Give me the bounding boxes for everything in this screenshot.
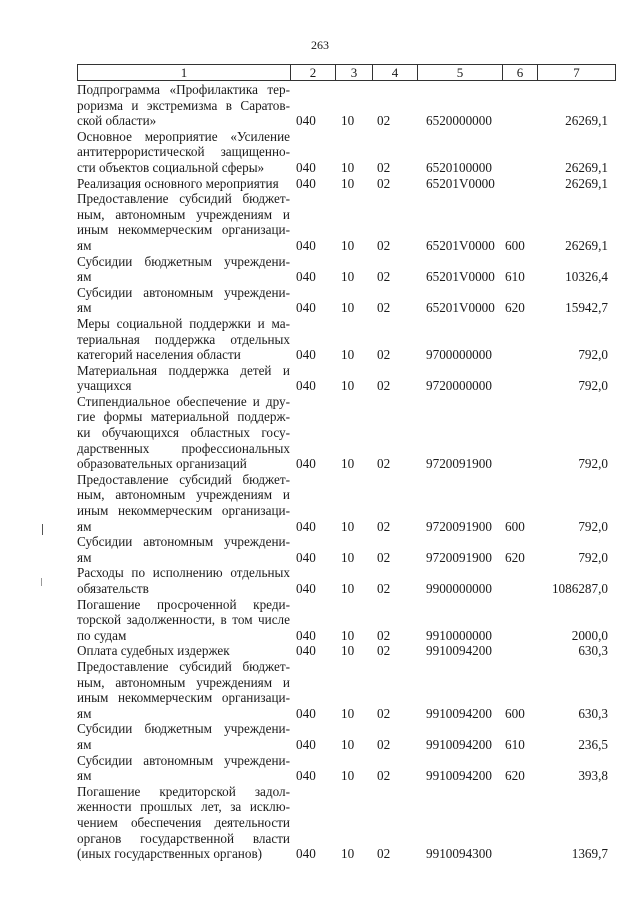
cell-c6: 600	[505, 705, 525, 721]
table-row	[77, 394, 614, 472]
cell-c2: 040	[296, 846, 316, 862]
description-line: Субсидии бюджетным учреждени-	[77, 721, 290, 737]
description-line: Меры социальной поддержки и ма-	[77, 315, 290, 331]
table-row	[77, 597, 614, 644]
cell-c4: 02	[377, 347, 391, 363]
cell-c2: 040	[296, 237, 316, 253]
cell-c3: 10	[341, 846, 355, 862]
row-description	[77, 176, 290, 192]
cell-c2: 040	[296, 113, 316, 129]
cell-c6: 620	[505, 768, 525, 784]
cell-c2: 040	[296, 581, 316, 596]
cell-c6: 600	[505, 518, 525, 534]
cell-c5: 9720091900	[426, 456, 492, 472]
cell-c3: 10	[341, 300, 355, 316]
table-row	[77, 659, 614, 721]
description-line: ям	[77, 768, 92, 784]
row-description	[77, 472, 290, 534]
row-description	[77, 659, 290, 721]
cell-c7: 26269,1	[565, 175, 608, 191]
description-line: антитеррористической защищенно-	[77, 144, 290, 160]
cell-c4: 02	[377, 581, 391, 596]
cell-c5: 6520000000	[426, 113, 492, 129]
row-description	[77, 394, 290, 472]
table-row	[77, 82, 614, 129]
cell-c3: 10	[341, 705, 355, 721]
cell-c3: 10	[341, 347, 355, 363]
description-line: образовательных организаций	[77, 456, 247, 472]
cell-c4: 02	[377, 300, 391, 316]
header-col-5: 5	[418, 65, 503, 80]
scan-mark	[42, 524, 43, 535]
page-number: 263	[311, 38, 329, 52]
description-line: Стипендиальное обеспечение и дру-	[77, 393, 290, 409]
description-line: женности прошлых лет, за исклю-	[77, 799, 290, 815]
description-line: Предоставление субсидий бюджет-	[77, 191, 290, 207]
cell-c4: 02	[377, 175, 391, 191]
cell-c3: 10	[341, 269, 355, 285]
cell-c4: 02	[377, 846, 391, 862]
row-description	[77, 597, 290, 644]
description-line: обязательств	[77, 581, 149, 596]
cell-c7: 393,8	[578, 768, 608, 784]
table-row	[77, 316, 614, 363]
row-description	[77, 784, 290, 862]
cell-c6: 620	[505, 300, 525, 316]
row-description	[77, 534, 290, 565]
cell-c4: 02	[377, 627, 391, 643]
description-line: ям	[77, 549, 92, 565]
row-description	[77, 254, 290, 285]
description-line: дарственных профессиональных	[77, 440, 290, 456]
cell-c3: 10	[341, 643, 355, 659]
description-line: Субсидии автономным учреждени-	[77, 284, 290, 300]
cell-c7: 15942,7	[565, 300, 608, 316]
description-line: торской задолженности, в том числе	[77, 612, 290, 628]
cell-c3: 10	[341, 159, 355, 175]
cell-c2: 040	[296, 456, 316, 472]
cell-c7: 2000,0	[571, 627, 608, 643]
table-row	[77, 472, 614, 534]
description-line: ям	[77, 269, 92, 285]
header-col-7: 7	[573, 65, 580, 80]
cell-c3: 10	[341, 456, 355, 472]
cell-c3: 10	[341, 627, 355, 643]
description-line: Погашение просроченной креди-	[77, 596, 290, 612]
cell-c2: 040	[296, 347, 316, 363]
table-row	[77, 784, 614, 862]
cell-c5: 65201V0000	[426, 269, 495, 285]
row-description	[77, 363, 290, 394]
description-line: иным некоммерческим организаци-	[77, 503, 290, 519]
cell-c7: 10326,4	[565, 269, 608, 285]
cell-c5: 9910094200	[426, 768, 492, 784]
cell-c5: 9720091900	[426, 518, 492, 534]
description-line: Оплата судебных издержек	[77, 643, 230, 659]
header-col-4: 4	[373, 65, 418, 80]
cell-c5: 9720000000	[426, 378, 492, 394]
description-line: Реализация основного мероприятия	[77, 175, 279, 191]
cell-c5: 9910094200	[426, 736, 492, 752]
cell-c2: 040	[296, 175, 316, 191]
table-row	[77, 191, 614, 253]
cell-c2: 040	[296, 705, 316, 721]
description-line: органов государственной власти	[77, 830, 290, 846]
header-col-2: 2	[291, 65, 336, 80]
description-line: Субсидии автономным учреждени-	[77, 534, 290, 550]
cell-c2: 040	[296, 736, 316, 752]
table-row	[77, 565, 614, 596]
cell-c3: 10	[341, 113, 355, 129]
row-description	[77, 753, 290, 784]
cell-c3: 10	[341, 237, 355, 253]
description-line: Материальная поддержка детей и	[77, 362, 290, 378]
cell-c3: 10	[341, 518, 355, 534]
cell-c3: 10	[341, 549, 355, 565]
table-row	[77, 129, 614, 176]
cell-c7: 26269,1	[565, 159, 608, 175]
cell-c7: 1086287,0	[551, 581, 608, 596]
cell-c5: 65201V0000	[426, 300, 495, 316]
cell-c4: 02	[377, 549, 391, 565]
cell-c4: 02	[377, 269, 391, 285]
cell-c5: 9910094300	[426, 846, 492, 862]
cell-c6: 600	[505, 237, 525, 253]
cell-c4: 02	[377, 378, 391, 394]
row-description	[77, 82, 290, 129]
cell-c7: 26269,1	[565, 113, 608, 129]
description-line: Субсидии бюджетным учреждени-	[77, 253, 290, 269]
cell-c5: 9910094200	[426, 705, 492, 721]
description-line: ным, автономным учреждениям и	[77, 674, 290, 690]
cell-c7: 792,0	[578, 549, 608, 565]
description-line: сти объектов социальной сферы»	[77, 159, 265, 175]
cell-c4: 02	[377, 159, 391, 175]
table-row	[77, 176, 614, 192]
cell-c2: 040	[296, 269, 316, 285]
cell-c5: 9910094200	[426, 643, 492, 659]
cell-c7: 630,3	[578, 705, 608, 721]
description-line: ям	[77, 237, 92, 253]
cell-c2: 040	[296, 378, 316, 394]
description-line: ным, автономным учреждениям и	[77, 206, 290, 222]
cell-c7: 792,0	[578, 518, 608, 534]
table-row	[77, 363, 614, 394]
row-description	[77, 565, 290, 596]
cell-c5: 9900000000	[426, 581, 492, 596]
cell-c2: 040	[296, 643, 316, 659]
cell-c4: 02	[377, 736, 391, 752]
row-description	[77, 721, 290, 752]
table-header	[77, 64, 616, 81]
row-description	[77, 316, 290, 363]
description-line: роризма и экстремизма в Саратов-	[77, 97, 290, 113]
cell-c2: 040	[296, 627, 316, 643]
cell-c5: 65201V0000	[426, 237, 495, 253]
table-row	[77, 643, 614, 659]
description-line: по судам	[77, 627, 127, 643]
description-line: учащихся	[77, 378, 132, 394]
description-line: иным некоммерческим организаци-	[77, 222, 290, 238]
description-line: Подпрограмма «Профилактика тер-	[77, 82, 290, 97]
table-row	[77, 534, 614, 565]
cell-c5: 9700000000	[426, 347, 492, 363]
cell-c3: 10	[341, 378, 355, 394]
table-row	[77, 753, 614, 784]
description-line: ям	[77, 736, 92, 752]
cell-c5: 65201V0000	[426, 175, 495, 191]
row-description	[77, 643, 290, 659]
scan-mark	[41, 578, 42, 586]
cell-c4: 02	[377, 237, 391, 253]
cell-c2: 040	[296, 159, 316, 175]
description-line: Основное мероприятие «Усиление	[77, 128, 290, 144]
cell-c4: 02	[377, 768, 391, 784]
cell-c4: 02	[377, 113, 391, 129]
header-col-3: 3	[336, 65, 373, 80]
cell-c2: 040	[296, 549, 316, 565]
description-line: териальная поддержка отдельных	[77, 331, 290, 347]
cell-c5: 9720091900	[426, 549, 492, 565]
cell-c2: 040	[296, 300, 316, 316]
cell-c3: 10	[341, 175, 355, 191]
description-line: иным некоммерческим организаци-	[77, 690, 290, 706]
description-line: Предоставление субсидий бюджет-	[77, 471, 290, 487]
cell-c3: 10	[341, 581, 355, 596]
cell-c4: 02	[377, 643, 391, 659]
cell-c3: 10	[341, 768, 355, 784]
cell-c7: 792,0	[578, 347, 608, 363]
header-col-6: 6	[503, 65, 538, 80]
header-col-1: 1	[78, 65, 291, 80]
description-line: чением обеспечения деятельности	[77, 814, 290, 830]
description-line: ям	[77, 518, 92, 534]
cell-c7: 26269,1	[565, 237, 608, 253]
cell-c6: 610	[505, 269, 525, 285]
cell-c7: 792,0	[578, 456, 608, 472]
cell-c5: 6520100000	[426, 159, 492, 175]
description-line: ской области»	[77, 113, 157, 129]
row-description	[77, 285, 290, 316]
cell-c2: 040	[296, 518, 316, 534]
row-description	[77, 191, 290, 253]
table-body	[77, 82, 614, 862]
cell-c7: 1369,7	[571, 846, 608, 862]
description-line: ям	[77, 705, 92, 721]
description-line: гие формы материальной поддерж-	[77, 409, 290, 425]
table-row	[77, 254, 614, 285]
cell-c3: 10	[341, 736, 355, 752]
description-line: ям	[77, 300, 92, 316]
cell-c7: 792,0	[578, 378, 608, 394]
cell-c6: 610	[505, 736, 525, 752]
cell-c4: 02	[377, 456, 391, 472]
description-line: ки обучающихся областных госу-	[77, 425, 290, 441]
cell-c7: 630,3	[578, 643, 608, 659]
cell-c4: 02	[377, 705, 391, 721]
description-line: ным, автономным учреждениям и	[77, 487, 290, 503]
cell-c6: 620	[505, 549, 525, 565]
description-line: Предоставление субсидий бюджет-	[77, 658, 290, 674]
cell-c5: 9910000000	[426, 627, 492, 643]
table-row	[77, 285, 614, 316]
description-line: (иных государственных органов)	[77, 846, 263, 862]
description-line: категорий населения области	[77, 347, 241, 363]
cell-c2: 040	[296, 768, 316, 784]
description-line: Субсидии автономным учреждени-	[77, 752, 290, 768]
cell-c7: 236,5	[578, 736, 608, 752]
table-row	[77, 721, 614, 752]
description-line: Погашение кредиторской задол-	[77, 783, 290, 799]
row-description	[77, 129, 290, 176]
cell-c4: 02	[377, 518, 391, 534]
description-line: Расходы по исполнению отдельных	[77, 565, 290, 581]
